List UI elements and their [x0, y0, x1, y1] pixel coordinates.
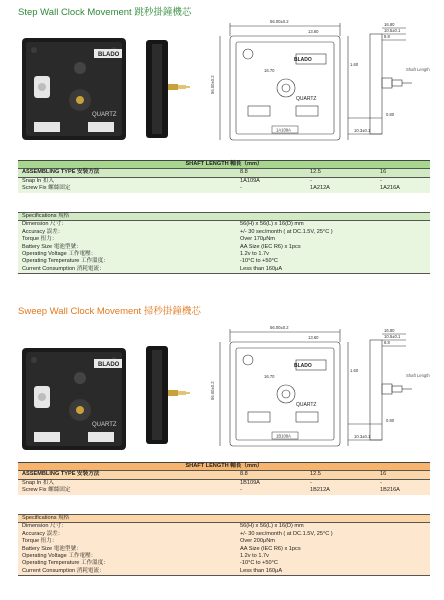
movement-front-photo	[20, 346, 128, 452]
spec-label: Accuracy 誤差：	[18, 229, 236, 236]
height-dimension: 56.00±0.2	[210, 75, 215, 94]
dim-8-8: 8.8	[384, 34, 390, 39]
table-cell: -	[306, 479, 376, 487]
spec-label: Torque 扭力：	[18, 236, 236, 243]
col-assembling-type: ASSEMBLING TYPE 安裝方法	[18, 169, 236, 177]
shaft-length-header: SHAFT LENGTH 軸長（mm）	[18, 463, 430, 471]
shaft-length-label: Shaft Length	[406, 67, 430, 72]
height-dimension: 56.00±0.2	[210, 381, 215, 400]
dim-0-80: 0.80	[386, 418, 395, 423]
col-assembling-type: ASSEMBLING TYPE 安裝方法	[18, 471, 236, 479]
drawing-quartz: QUARTZ	[296, 402, 317, 408]
dim-10-3: 10.3±0.1	[354, 128, 371, 133]
spec-label: Dimension 尺寸：	[18, 221, 236, 229]
inner-dimension: 13.60	[308, 29, 319, 34]
dim-1-60: 1.60	[350, 368, 359, 373]
dim-10-5: 10.5±0.1	[384, 334, 401, 339]
brand-label: BLADO	[98, 52, 120, 58]
quartz-label: QUARTZ	[92, 112, 117, 118]
spec-value: +/- 30 sec/month ( at DC.1.5V, 25°C )	[236, 229, 430, 236]
spec-label: Current Consumption 消耗電流：	[18, 568, 236, 576]
spec-label: Dimension 尺寸：	[18, 523, 236, 531]
row-label: Snap In 扣入	[18, 479, 236, 487]
dim-10-3: 10.3±0.1	[354, 434, 371, 439]
spec-value: 1.2v to 1.7v	[236, 251, 430, 258]
width-dimension: 56.00±0.2	[270, 325, 289, 330]
technical-drawing	[208, 14, 436, 150]
table-cell: -	[236, 185, 306, 192]
small-dimension: 16.70	[264, 374, 275, 379]
table-cell: -	[376, 479, 430, 487]
table-cell: 1B109A	[236, 479, 306, 487]
col-12-5: 12.5	[306, 471, 376, 479]
model-tag: 1B109A	[276, 433, 291, 439]
row-label: Screw Fix 螺絲固定	[18, 487, 236, 494]
spec-value: Less than 160μA	[236, 568, 430, 576]
spec-label: Accuracy 誤差：	[18, 531, 236, 538]
shaft-length-header: SHAFT LENGTH 軸長（mm）	[18, 161, 430, 169]
movement-side-photo	[142, 346, 192, 446]
width-dimension: 56.00±0.2	[270, 19, 289, 24]
table-cell: -	[376, 177, 430, 185]
small-dimension: 16.70	[264, 68, 275, 73]
spec-value: -10°C to +50°C	[236, 560, 430, 567]
drawing-brand: BLADO	[294, 57, 312, 63]
brand-label: BLADO	[98, 362, 120, 368]
table-cell: 1B216A	[376, 487, 430, 494]
drawing-quartz: QUARTZ	[296, 96, 317, 102]
spec-label: Current Consumption 消耗電流：	[18, 266, 236, 274]
spec-title: Specifications 規格	[18, 515, 430, 523]
step-section-title: Step Wall Clock Movement 跳秒掛鐘機芯	[18, 7, 192, 18]
spec-label: Operating Temperature 工作溫度：	[18, 560, 236, 567]
spec-value: 56(H) x 56(L) x 16(D) mm	[236, 221, 430, 229]
sweep-shaft-length-table	[18, 462, 430, 495]
dim-0-80: 0.80	[386, 112, 395, 117]
row-label: Snap In 扣入	[18, 177, 236, 185]
spec-value: AA Size (IEC R6) x 1pcs	[236, 546, 430, 553]
model-tag: 1A109A	[276, 127, 291, 133]
spec-label: Battery Size 電池型號：	[18, 244, 236, 251]
table-cell: 1A212A	[306, 185, 376, 192]
dim-1-60: 1.60	[350, 62, 359, 67]
spec-label: Operating Voltage 工作電壓：	[18, 553, 236, 560]
movement-front-photo	[20, 36, 128, 142]
col-12-5: 12.5	[306, 169, 376, 177]
spec-value: 56(H) x 56(L) x 16(D) mm	[236, 523, 430, 531]
sweep-specifications-table	[18, 514, 430, 576]
spec-label: Battery Size 電池型號：	[18, 546, 236, 553]
spec-value: Less than 160μA	[236, 266, 430, 274]
sweep-section-title: Sweep Wall Clock Movement 掃秒掛鐘機芯	[18, 306, 201, 317]
spec-label: Torque 扭力：	[18, 538, 236, 545]
spec-value: AA Size (IEC R6) x 1pcs	[236, 244, 430, 251]
table-cell: -	[306, 177, 376, 185]
spec-value: -10°C to +50°C	[236, 258, 430, 265]
spec-value: 1.2v to 1.7v	[236, 553, 430, 560]
table-cell: 1A109A	[236, 177, 306, 185]
row-label: Screw Fix 螺絲固定	[18, 185, 236, 192]
dim-16-80: 16.80	[384, 328, 395, 333]
table-cell: -	[236, 487, 306, 494]
spec-value: Over 200μNm	[236, 538, 430, 545]
col-8-8: 8.8	[236, 471, 306, 479]
spec-label: Operating Temperature 工作溫度：	[18, 258, 236, 265]
spec-label: Operating Voltage 工作電壓：	[18, 251, 236, 258]
drawing-brand: BLADO	[294, 363, 312, 369]
step-specifications-table	[18, 212, 430, 274]
shaft-length-label: Shaft Length	[406, 373, 430, 378]
dim-10-5: 10.5±0.1	[384, 28, 401, 33]
technical-drawing	[208, 320, 436, 456]
quartz-label: QUARTZ	[92, 422, 117, 428]
table-cell: 1A216A	[376, 185, 430, 192]
col-16: 16	[376, 169, 430, 177]
movement-side-photo	[142, 40, 192, 140]
col-8-8: 8.8	[236, 169, 306, 177]
spec-value: +/- 30 sec/month ( at DC.1.5V, 25°C )	[236, 531, 430, 538]
dim-8-8: 8.8	[384, 340, 390, 345]
inner-dimension: 13.60	[308, 335, 319, 340]
table-cell: 1B212A	[306, 487, 376, 494]
col-16: 16	[376, 471, 430, 479]
step-shaft-length-table	[18, 160, 430, 193]
dim-16-80: 16.80	[384, 22, 395, 27]
spec-value: Over 170μNm	[236, 236, 430, 243]
spec-title: Specifications 規格	[18, 213, 430, 221]
